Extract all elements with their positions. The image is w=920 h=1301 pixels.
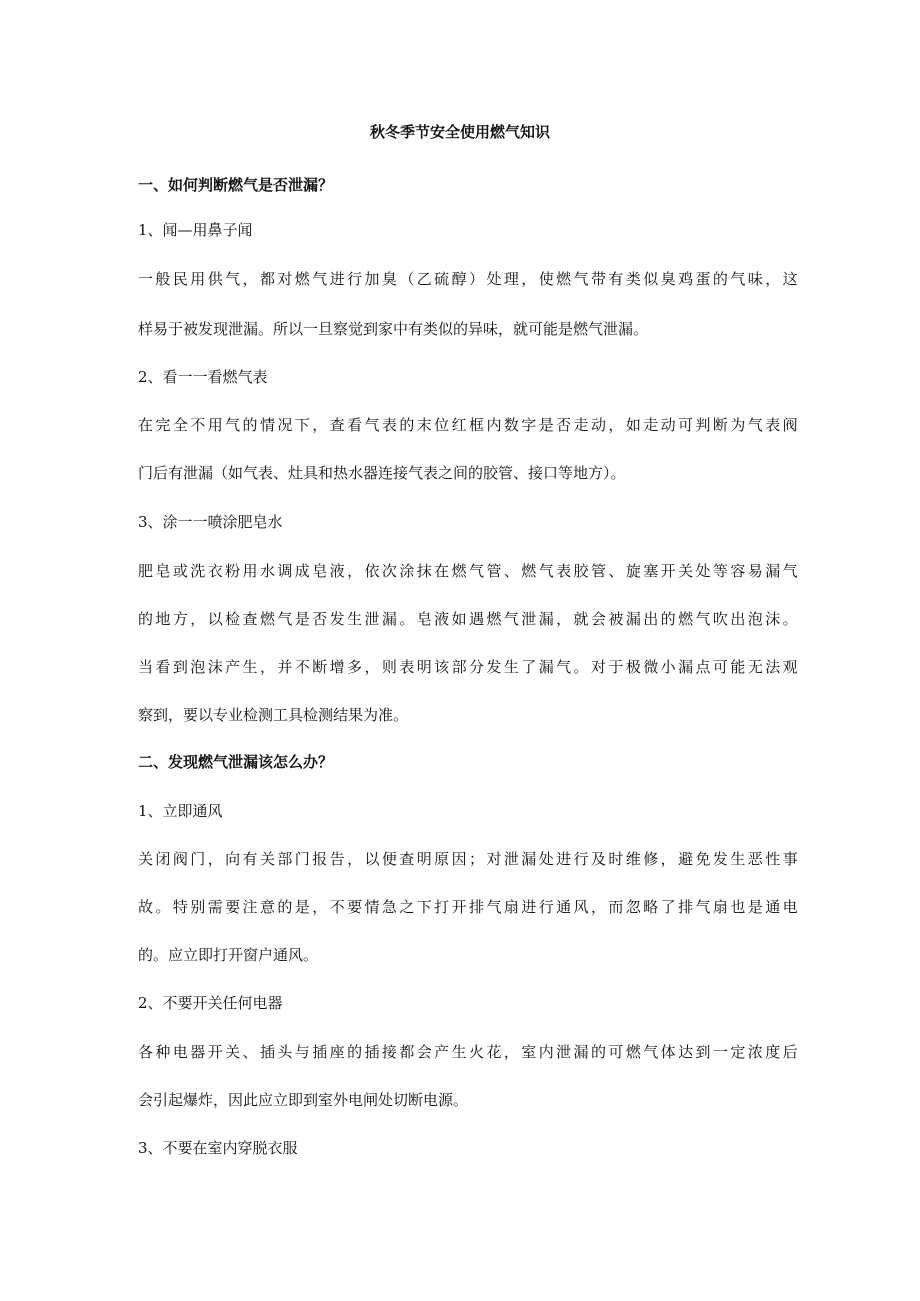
- document-title: 秋冬季节安全使用燃气知识: [369, 123, 550, 141]
- section-1-item-3-label: 3、涂一一喷涂肥皂水: [138, 513, 283, 531]
- paragraph-line: 各 种 电 器 开 关 、 插 头 与 插 座 的 插 接 都 会 产 生 火 花 ， 室 内 泄 漏 的 可 燃 气 体 达 到 一 定 浓 度 后: [138, 1043, 798, 1061]
- paragraph-line: 的 地 方 ， 以 检 查 燃 气 是 否 发 生 泄 漏 。 皂 液 如 遇 燃 气 泄 漏 ， 就 会 被 漏 出 的 燃 气 吹 出 泡 沫 。: [138, 610, 798, 628]
- paragraph-line: 在 完 全 不 用 气 的 情 况 下 ， 查 看 气 表 的 末 位 红 框 内 数 字 是 否 走 动 ， 如 走 动 可 判 断 为 气 表 阀: [138, 416, 798, 434]
- section-1-item-2-label: 2、看一一看燃气表: [138, 368, 268, 386]
- paragraph-line: 肥 皂 或 洗 衣 粉 用 水 调 成 皂 液 ， 依 次 涂 抹 在 燃 气 管 、 燃 气 表 胶 管 、 旋 塞 开 关 处 等 容 易 漏 气: [138, 562, 798, 580]
- paragraph-line: 关 闭 阀 门 ， 向 有 关 部 门 报 告 ， 以 便 查 明 原 因 ； 对 泄 漏 处 进 行 及 时 维 修 ， 避 免 发 生 恶 性 事: [138, 850, 798, 868]
- paragraph-line: 当 看 到 泡 沫 产 生 ， 并 不 断 增 多 ， 则 表 明 该 部 分 发 生 了 漏 气 。 对 于 极 微 小 漏 点 可 能 无 法 观: [138, 658, 798, 676]
- section-1-item-1-label: 1、闻—用鼻子闻: [138, 221, 253, 239]
- section-2-item-3-label: 3、不要在室内穿脱衣服: [138, 1139, 298, 1157]
- paragraph-line: 的。应立即打开窗户通风。: [138, 946, 319, 964]
- section-2-item-2-label: 2、不要开关任何电器: [138, 994, 283, 1012]
- paragraph-line: 一 般 民 用 供 气 ， 都 对 燃 气 进 行 加 臭 （ 乙 硫 醇 ） 处 理 ， 使 燃 气 带 有 类 似 臭 鸡 蛋 的 气 味 ， 这: [138, 270, 798, 288]
- section-2-heading: 二、发现燃气泄漏该怎么办？: [138, 753, 334, 771]
- paragraph-line: 会引起爆炸，因此应立即到室外电闸处切断电源。: [138, 1091, 469, 1109]
- section-2-item-1-label: 1、立即通风: [138, 802, 223, 820]
- paragraph-line: 故 。 特 别 需 要 注 意 的 是 ， 不 要 情 急 之 下 打 开 排 气 扇 进 行 通 风 ， 而 忽 略 了 排 气 扇 也 是 通 电: [138, 898, 798, 916]
- section-1-heading: 一、如何判断燃气是否泄漏？: [138, 176, 334, 194]
- paragraph-line: 样易于被发现泄漏。所以一旦察觉到家中有类似的异味，就可能是燃气泄漏。: [138, 320, 649, 338]
- paragraph-line: 察到，要以专业检测工具检测结果为准。: [138, 706, 409, 724]
- paragraph-line: 门后有泄漏（如气表、灶具和热水器连接气表之间的胶管、接口等地方）。: [138, 464, 626, 482]
